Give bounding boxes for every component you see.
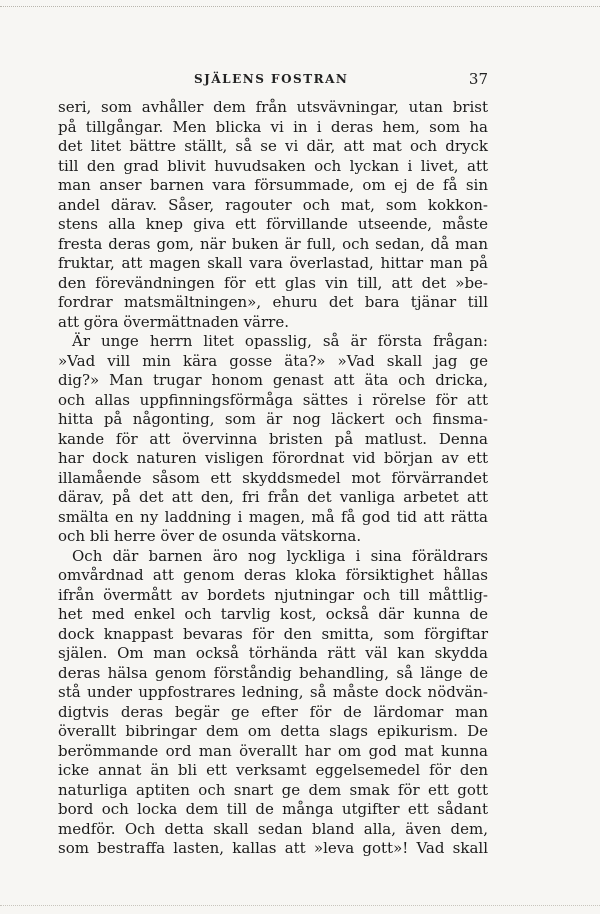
text-line: dig?» Man trugar honom genast att äta och dricka,	[58, 371, 488, 389]
page-number: 37	[468, 70, 488, 88]
text-line: därav, på det att den, fri från det vanliga arbetet att	[58, 488, 488, 506]
page-header	[58, 72, 488, 94]
text-line: ifrån övermått av bordets njutningar och till måttlig-	[58, 585, 488, 604]
text-line: Och där barnen äro nog lyckliga i sina föräldrars	[72, 546, 488, 565]
text-line: dock knappast bevaras för den smitta, som förgiftar	[58, 624, 488, 643]
text-line: het med enkel och tarvlig kost, också där kunna de	[58, 605, 488, 623]
text-line: och bli herre över de osunda vätskorna.	[58, 527, 362, 545]
text-line: stå under uppfostrares ledning, så måste dock nödvän-	[58, 683, 488, 701]
running-title: SJÄLENS FOSTRAN	[194, 72, 349, 86]
text-line: Är unge herrn litet opasslig, så är första frågan:	[72, 332, 488, 350]
bottom-edge-rule	[0, 905, 600, 906]
text-line: och allas uppfinningsförmåga sättes i rörelse för att	[58, 390, 488, 409]
text-line: man anser barnen vara försummade, om ej de få sin	[58, 176, 488, 194]
text-line: stens alla knep giva ett förvillande utseende, måste	[58, 215, 488, 233]
top-edge-rule	[0, 6, 600, 7]
text-line: omvårdnad att genom deras kloka försiktighet hållas	[58, 566, 488, 584]
text-line: bord och locka dem till de många utgifter ett sådant	[58, 800, 488, 818]
text-line: icke annat än bli ett verksamt eggelsemedel för den	[58, 761, 488, 779]
text-line: andel därav. Såser, ragouter och mat, som kokkon-	[58, 195, 488, 214]
text-line: det litet bättre ställt, så se vi där, att mat och dryck	[58, 137, 488, 155]
text-line: fordrar matsmältningen», ehuru det bara tjänar till	[58, 293, 488, 311]
text-line: illamående såsom ett skyddsmedel mot förvärrandet	[58, 468, 488, 487]
text-line: naturliga aptiten och snart ge dem smak för ett gott	[58, 780, 488, 799]
text-line: på tillgångar. Men blicka vi in i deras hem, som ha	[58, 117, 488, 136]
text-line: den förevändningen för ett glas vin till, att det »be-	[58, 273, 488, 292]
text-line: kande för att övervinna bristen på matlust. Denna	[58, 429, 488, 448]
text-line: själen. Om man också törhända rätt väl kan skydda	[58, 644, 488, 662]
text-line: seri, som avhåller dem från utsvävningar, utan brist	[58, 98, 488, 116]
text-line: fruktar, att magen skall vara överlastad, hittar man på	[58, 254, 488, 272]
text-line: hitta på någonting, som är nog läckert och finsma-	[58, 410, 488, 428]
text-line: till den grad blivit huvudsaken och lyckan i livet, att	[58, 156, 488, 175]
text-line: digtvis deras begär ge efter för de lärdomar man	[58, 702, 488, 721]
text-line: berömmande ord man överallt har om god mat kunna	[58, 741, 488, 760]
text-line: medför. Och detta skall sedan bland alla, även dem,	[58, 819, 488, 838]
text-line: har dock naturen visligen förordnat vid början av ett	[58, 449, 488, 467]
text-line: »Vad vill min kära gosse äta?» »Vad skall jag ge	[58, 351, 488, 370]
text-line: som bestraffa lasten, kallas att »leva gott»! Vad skall	[58, 839, 488, 857]
body-text	[58, 98, 488, 859]
text-line: deras hälsa genom förståndig behandling, så länge de	[58, 663, 488, 682]
text-line: att göra övermättnaden värre.	[58, 312, 289, 331]
text-line: smälta en ny laddning i magen, må få god tid att rätta	[58, 507, 488, 526]
text-line: överallt bibringar dem om detta slags epikurism. De	[58, 722, 488, 740]
text-line: fresta deras gom, när buken är full, och sedan, då man	[58, 234, 488, 253]
